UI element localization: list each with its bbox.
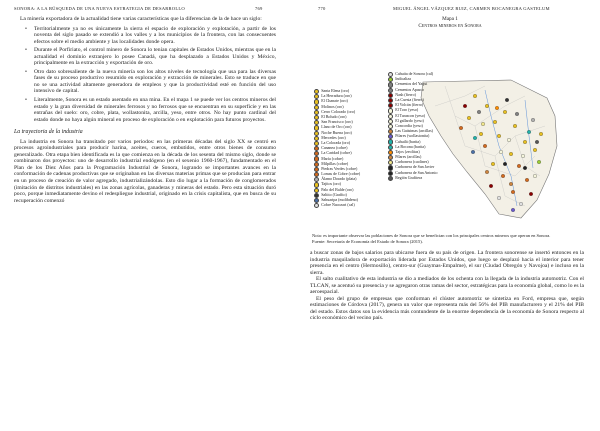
- map-label: Mapa 1: [442, 16, 458, 22]
- mine-marker: [495, 106, 499, 110]
- legend-label: Lomas de Cobre (cobre): [321, 171, 361, 177]
- legend-label: La Herradura (oro): [321, 93, 352, 99]
- legend-marker-icon: [314, 203, 319, 208]
- source-text: Fuente: Secretaría de Economía del Estado de Sonora (2015).: [312, 238, 423, 244]
- mine-marker: [525, 178, 529, 182]
- legend-label: El gallardo (yeso): [395, 117, 424, 123]
- mine-marker: [485, 104, 489, 108]
- legend-marker-icon: [388, 139, 393, 144]
- mine-marker: [471, 150, 475, 154]
- mine-marker: [519, 202, 523, 206]
- legend-marker-icon: [388, 165, 393, 170]
- mine-marker: [463, 104, 467, 108]
- map-note: [312, 233, 584, 244]
- legend-marker-icon: [314, 156, 319, 161]
- mine-marker: [481, 122, 485, 126]
- legend-label: Concordia (yeso): [395, 122, 423, 128]
- legend-label: El Tarascon (yeso): [395, 112, 426, 118]
- page-number-right: 770: [318, 6, 326, 11]
- legend-label: El Chanate (oro): [321, 98, 348, 104]
- legend-label: Piedras Verdes (cobre): [321, 165, 358, 171]
- intro-paragraph: La minería exportadora de la actualidad tiene varias características que la diferencian de la de hace un siglo:: [20, 16, 262, 22]
- characteristics-list: [14, 26, 276, 124]
- mine-marker: [477, 110, 481, 114]
- mine-marker: [497, 196, 501, 200]
- legend-label: El Toro (yeso): [395, 107, 419, 113]
- mine-marker: [501, 174, 505, 178]
- legend-label: Cerro Colorado (oro): [321, 108, 356, 114]
- right-text-column: [310, 250, 584, 322]
- legend-label: La Caridad (cobre): [321, 150, 352, 156]
- legend-label: Cahuita de Sonora (cal): [395, 71, 434, 77]
- legend-label: Palo del Balde (oro): [321, 186, 354, 192]
- legend-label: Nash (fierro): [395, 91, 416, 97]
- legend-label: Saltito (Grafito): [321, 191, 347, 197]
- legend-marker-icon: [314, 125, 319, 130]
- mine-marker: [533, 148, 537, 152]
- legend-label: Sahuaripa (molibdeno): [321, 197, 358, 203]
- mine-marker: [509, 182, 513, 186]
- mine-marker: [535, 140, 539, 144]
- automotive-paragraph: El salto cualitativo de esta industria se dio a mediados de los ochenta con la llegada de la industria automotriz. Con el TLCAN, se acentuó su presencia y se agregaron otras ramas del sector, estratégicas para la economía global, como lo es la aeroespacial.: [310, 276, 584, 296]
- mine-marker: [493, 120, 497, 124]
- legend-label: Molinos (oro): [321, 103, 344, 109]
- legend-label: Cahuilá (barita): [395, 138, 421, 144]
- legend-label: Cementos Apasco: [395, 86, 424, 92]
- legend-marker-icon: [388, 82, 393, 87]
- legend-label: San Francisco (oro): [321, 119, 353, 125]
- mine-marker: [491, 162, 495, 166]
- mine-marker: [513, 124, 517, 128]
- legend-label: Álamo Dorado (plata): [321, 176, 357, 182]
- legend-item: [314, 203, 360, 208]
- legend-label: Llano de Oro (oro): [321, 124, 352, 130]
- running-header-authors: MIGUEL ÁNGEL VÁZQUEZ RUIZ, CARMEN BOCANEGRA GASTELUM: [393, 6, 550, 11]
- legend-label: Noche Buena (oro): [321, 129, 352, 135]
- list-item: • Literalmente, Sonora es un estado asentado en una mina. En el mapa 1 se puede ver los centros mineros del estado y la gran diversidad de minerales ferrosos y no ferrosos que se encuentran en su superficie y en las entrañas del suelo: oro, cobre, plata, wollastonita, arcilla, yeso, entre otros. No hay punto cardinal del estado donde no haya algún mineral en proceso de exploración o en explotación para futuros proyectos.: [14, 97, 276, 123]
- legend-label: La Colorada (oro): [321, 139, 351, 145]
- legend-label: Tajitos (oro): [321, 181, 342, 187]
- mine-marker: [511, 208, 515, 212]
- legend-marker-icon: [314, 131, 319, 136]
- legend-label: Región Grafitera: [395, 174, 423, 180]
- legend-label: Cementos del Yaqui: [395, 81, 428, 87]
- mine-marker: [497, 134, 501, 138]
- mine-marker: [503, 162, 507, 166]
- legend-label: Indicaliza: [395, 76, 411, 82]
- legend-column-left: [314, 89, 360, 208]
- mine-marker: [509, 152, 513, 156]
- legend-label: Carbonera de San Antonio: [395, 169, 438, 175]
- right-page: [300, 0, 600, 431]
- mine-marker: [503, 110, 507, 114]
- mine-marker: [521, 154, 525, 158]
- legend-label: Pilares (wollastonita): [395, 133, 430, 139]
- mine-marker: [537, 160, 541, 164]
- cluster-paragraph: El peso del grupo de empresas que conforman el clúster automotriz se sintetiza en Ford, empresa que, según estimaciones de Córdova (2017), genera un valor que representa más del 56% del PIB manufacturero y el 21% del PIB del estado. Estos datos son la evidencia más contundente de la enorme dependencia de la economía de Sonora respecto al ciclo económico del vecino país.: [310, 295, 584, 322]
- mine-marker: [529, 192, 533, 196]
- list-item: • Territorialmente ya no es únicamente la sierra el espacio de exploración y explotación, a partir de los noventa del siglo pasado se extendió a los valles y a los municipios de la frontera, con las consecuentes efectos sobre el medio ambiente y las localidades donde opera.: [14, 26, 276, 46]
- mine-marker: [515, 112, 519, 116]
- legend-label: Santa Elena (oro): [321, 88, 350, 94]
- mine-marker: [531, 118, 535, 122]
- map-caption: [300, 16, 600, 29]
- legend-label: María (cobre): [321, 155, 344, 161]
- legend-label: Pílares (arcillas): [395, 154, 422, 160]
- mine-marker: [523, 140, 527, 144]
- running-header-title: SONORA: A LA BÚSQUEDA DE UNA NUEVA ESTRATEGIA DE DESARROLLO: [14, 6, 185, 11]
- legend-marker-icon: [388, 114, 393, 119]
- mine-marker: [527, 130, 531, 134]
- mine-marker: [499, 150, 503, 154]
- legend-label: Carbonera de San Javier: [395, 164, 435, 170]
- mine-marker: [523, 166, 527, 170]
- mine-marker: [459, 126, 463, 130]
- legend-label: Las Guásimas (arcillas): [395, 128, 433, 134]
- mine-marker: [485, 170, 489, 174]
- left-text-column: [14, 16, 276, 204]
- legend-label: El Volcán (fierro): [395, 102, 424, 108]
- legend-label: Cananea (cobre): [321, 145, 348, 151]
- legend-label: Milpillas (cobre): [321, 160, 349, 166]
- legend-item: [388, 176, 438, 181]
- continuation-paragraph: a buscar zonas de bajos salarios para ubicarse fuera de su país de origen. La frontera sonorense se insertó entonces en la industria maquiladora de exportación liderada por Estados Unidos, que luego se desplazó hacia el interior para tener presencia en el centro (Hermosillo), centro-sur (Guaymas-Empalme), el sur (Ciudad Obregón y Navojoa) e incluso en la sierra.: [310, 250, 584, 276]
- mine-marker: [517, 164, 521, 168]
- mine-marker: [473, 94, 477, 98]
- mine-marker: [473, 136, 477, 140]
- mine-marker: [507, 138, 511, 142]
- legend-label: Mercedes (oro): [321, 134, 346, 140]
- mine-marker: [511, 190, 515, 194]
- legend-label: Tajos (zeolitas): [395, 148, 420, 154]
- legend-label: El Boludo (oro): [321, 114, 347, 120]
- industry-paragraph: La industria en Sonora ha transitado por varios periodos: en las primeras décadas del siglo XX se centró en procesos agroindustriales para producir harina, aceites, cueros, embutidos, entre otros bienes de consumo generalizado. Otra etapa bien identificada es la que comienza en la década de los sesenta del mismo siglo, donde se combinaron dos proyectos: uno de desarrollo industrial endógeno (en el sexenio 1960-1967), fundamentado en el Plan de los Diez Años para la Programación Industrial de Sonora, logrando se importantes avances en la conformación de cadenas productivas que se originaban en las diversas materias primas que se producían para entrar en un proceso de creación de valor agregado, industrializándolas. Esto dio lugar a la formación de conglomerados (imitación de distritos industriales) en las zonas agrícolas, ganaderas y mineras del estado. Pero esta situación duró poco, porque inmediatamente devino el redespliegue industrial, originado en la crisis capitalista, que en busca de su recuperación comenzó: [14, 138, 276, 204]
- list-item: • Durante el Porfiriato, el control minero de Sonora lo tenían capitales de Estados Unidos, mientras que en la actualidad el dominio extranjero lo posee Canadá, que ha desplazado a Estados Unidos y México, principalmente en la extracción y exportación de oro.: [14, 47, 276, 67]
- list-item: • Otro dato sobresaliente de la nueva minería son los altos niveles de tecnología que usa para las diversas fases de su proceso productivo resumido en exploración y extracción de minerales. Esto se traduce en que no se una actividad altamente generadora de empleos y que la productividad esté en función del uso intensivo de capital.: [14, 69, 276, 95]
- legend-label: La Cuesta (fierro): [395, 97, 424, 103]
- mine-marker: [539, 132, 543, 136]
- note-text: Nota: es importante observar las poblaciones de Sonora que se benefician con los principales centros mineros que operan en Sonora.: [312, 233, 551, 238]
- section-heading: La trayectoria de la industria: [14, 129, 83, 136]
- legend-label: Carbonera (caolines): [395, 159, 429, 165]
- mine-marker: [479, 132, 483, 136]
- legend-marker-icon: [388, 108, 393, 113]
- legend-marker-icon: [314, 188, 319, 193]
- legend-marker-icon: [388, 88, 393, 93]
- legend-column-right: [388, 72, 438, 181]
- page-number-left: 769: [255, 6, 263, 11]
- mine-marker: [505, 98, 509, 102]
- map-title: Centros mineros en Sonora: [418, 22, 482, 29]
- legend-marker-icon: [388, 171, 393, 176]
- mine-marker: [489, 184, 493, 188]
- legend-marker-icon: [314, 105, 319, 110]
- mine-marker: [533, 174, 537, 178]
- mine-marker: [483, 144, 487, 148]
- legend-label: La Bocona (barita): [395, 143, 426, 149]
- legend-marker-icon: [314, 99, 319, 104]
- legend-marker-icon: [314, 182, 319, 187]
- legend-marker-icon: [388, 176, 393, 181]
- mine-marker: [467, 116, 471, 120]
- legend-label: Cobre Nacozari (cal): [321, 202, 355, 208]
